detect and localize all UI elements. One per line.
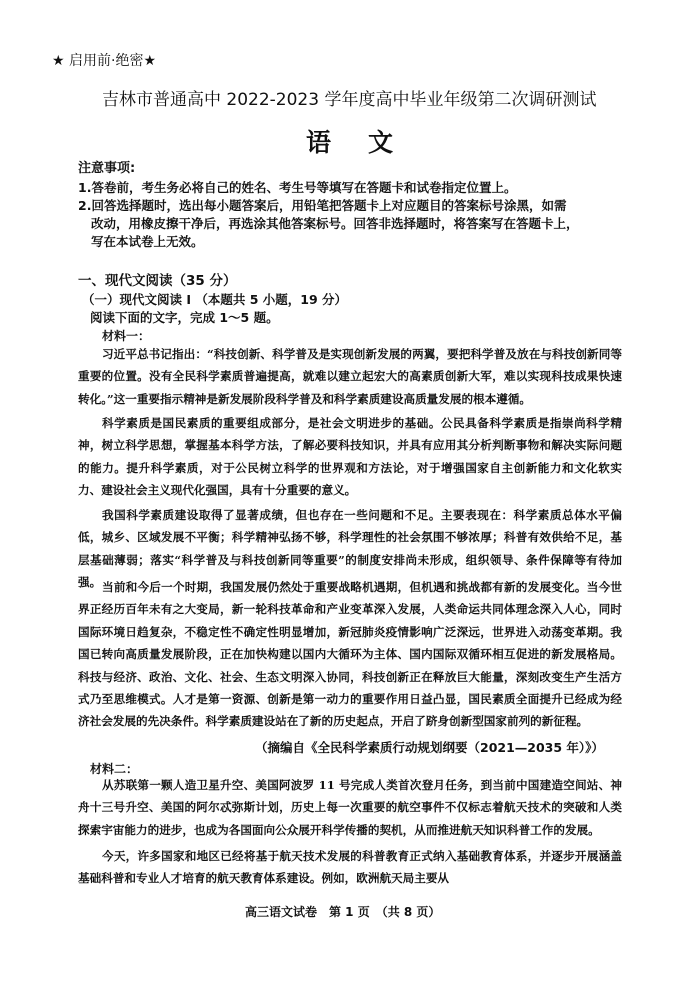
notes-title: 注意事项:	[78, 161, 136, 176]
exam-title: 吉林市普通高中 2022-2023 学年度高中毕业年级第二次调研测试	[102, 90, 597, 110]
material-2-label: 材料二：	[90, 762, 139, 776]
material-1-paragraph-3: 我国科学素质建设取得了显著成绩，但也存在一些问题和不足。主要表现在：科学素质总体水平偏低，城乡、区域发展不平衡；科学精神弘扬不够，科学理性的社会氛围不够浓厚；科普有效供给不足，基层基础薄弱；落实“科学普及与科技创新同等重要”的制度安排尚未形成，组织领导、条件保障等有待加强。	[78, 508, 622, 590]
subsection-heading: （一）现代文阅读 I （本题共 5 小题，19 分）	[82, 292, 348, 307]
material-1-paragraph-4: 当前和今后一个时期，我国发展仍然处于重要战略机遇期，但机遇和挑战都有新的发展变化。当今世界正经历百年未有之大变局，新一轮科技革命和产业变革深入发展，人类命运共同体理念深入人心，同时国际环境日趋复杂，不稳定性不确定性明显增加，新冠肺炎疫情影响广泛深远，世界进入动荡变革期。我国已转向高质量发展阶段，正在加快构建以国内大循环为主体、国内国际双循环相互促进的新发展格局。科技与经济、政治、文化、社会、生态文明深入协同，科技创新正在释放巨大能量，深刻改变生产生活方式乃至思维模式。人才是第一资源、创新是第一动力的重要作用日益凸显，国民素质全面提升已经成为经济社会发展的先决条件。科学素质建设站在了新的历史起点，开启了跻身创新型国家前列的新征程。	[78, 580, 622, 729]
material-2-paragraph-1: 从苏联第一颗人造卫星升空、美国阿波罗 11 号完成人类首次登月任务，到当前中国建造空间站、神舟十三号升空、美国的阿尔忒弥斯计划，历史上每一次重要的航空事件不仅标志着航天技术的突破和人类探索宇宙能力的进步，也成为各国面向公众展开科学传播的契机，从而推进航天知识科普工作的发展。	[78, 778, 622, 837]
material-2-paragraph-2: 今天，许多国家和地区已经将基于航天技术发展的科普教育正式纳入基础教育体系，并逐步开展涵盖基础科普和专业人才培育的航天教育体系建设。例如，欧洲航天局主要从	[78, 849, 622, 886]
material-1-paragraph-2: 科学素质是国民素质的重要组成部分，是社会文明进步的基础。公民具备科学素质是指崇尚科学精神，树立科学思想，掌握基本科学方法，了解必要科技知识，并具有应用其分析判断事物和解决实际问题的能力。提升科学素质，对于公民树立科学的世界观和方法论，对于增强国家自主创新能力和文化软实力、建设社会主义现代化强国，具有十分重要的意义。	[78, 416, 622, 498]
notes-item-2-line-3: 写在本试卷上无效。	[91, 234, 204, 249]
material-1-paragraph-1: 习近平总书记指出：“科技创新、科学普及是实现创新发展的两翼，要把科学普及放在与科技创新同等重要的位置。没有全民科学素质普遍提高，就难以建立起宏大的高素质创新大军，难以实现科技成果快速转化。”这一重要指示精神是新发展阶段科学普及和科学素质建设高质量发展的根本遵循。	[78, 347, 622, 406]
confidential-mark: ★ 启用前·绝密★	[52, 53, 157, 69]
subject-title: 语 文	[306, 128, 400, 157]
notes-item-2-line-1: 2.回答选择题时，选出每小题答案后，用铅笔把答题卡上对应题目的答案标号涂黑，如需	[78, 198, 567, 213]
page-footer: 高三语文试卷 第 1 页 （共 8 页）	[245, 905, 441, 919]
reading-instruction: 阅读下面的文字，完成 1～5 题。	[90, 310, 279, 325]
notes-item-1: 1.答卷前，考生务必将自己的姓名、考生号等填写在答题卡和试卷指定位置上。	[78, 180, 517, 195]
section-heading: 一、现代文阅读（35 分）	[78, 273, 237, 289]
notes-item-2-line-2: 改动，用橡皮擦干净后，再选涂其他答案标号。回答非选择题时，将答案写在答题卡上，	[91, 216, 579, 231]
material-1-source: （摘编自《全民科学素质行动规划纲要（2021—2035 年）》）	[255, 740, 604, 755]
material-1-label: 材料一：	[102, 329, 151, 343]
